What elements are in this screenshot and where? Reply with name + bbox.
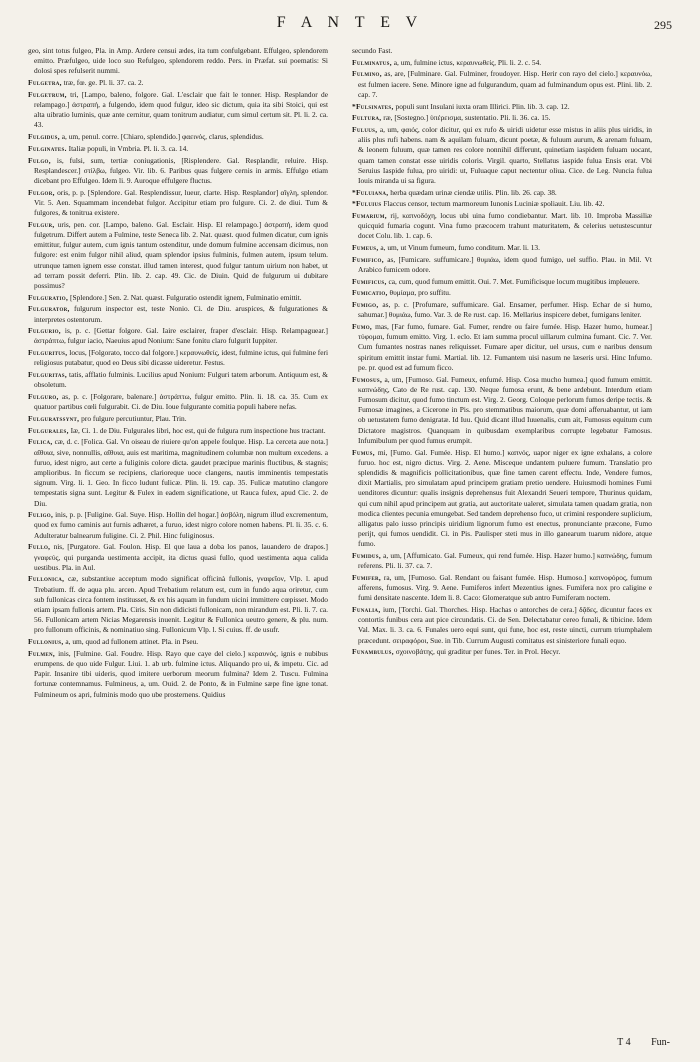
dictionary-entry (28, 293, 328, 303)
entry-headword: Fuluus, (352, 124, 378, 134)
entry-headword: Fullonica, (28, 574, 65, 584)
entry-headword: Fullonius, (28, 637, 64, 647)
entry-headword: Fumo, (352, 322, 373, 332)
entry-text: Italiæ populi, in Vmbria. Pl. li. 3. ca. 14. (68, 143, 189, 153)
entry-headword: Fulguratio, (28, 292, 69, 302)
entry-text: oris, p. p. [Splendore. Gal. Resplendissur, lueur, clarte. Hisp. Resplandor] αἴγλη, splendor. Vir. 5. Aen. Squammam incendebat fulgor. Accipitur etiam pro fulgure. Ci. 2. de diui. Tum & fulgores, & tonitrua existere. (34, 187, 328, 218)
entry-headword: Fulguritus, (28, 348, 68, 358)
dictionary-entry (352, 46, 652, 56)
entry-text: træ, fœ. ge. Pl. li. 37. ca. 2. (63, 78, 144, 88)
entry-headword: *Fuluiana, (352, 187, 389, 197)
dictionary-entry (28, 304, 328, 324)
entry-headword: Fulgor, (28, 187, 55, 197)
entry-headword: Fulgetra, (28, 78, 62, 88)
entry-text: ca, cum, quod fumum emittit. Oui. 7. Met. Fumificisque locum mugitibus impleuere. (388, 276, 640, 286)
entry-text: secundo Fast. (352, 46, 393, 55)
dictionary-entry (28, 46, 328, 77)
dictionary-entry (352, 199, 652, 209)
dictionary-entry (28, 220, 328, 291)
entry-headword: *Fulsinates, (352, 101, 394, 111)
dictionary-entry (352, 605, 652, 646)
dictionary-entry (28, 414, 328, 424)
dictionary-entry (352, 288, 652, 298)
entry-text: Iæ, Ci. 1. de Diu. Fulgurales libri, hoc est, qui de fulgura rum inspectione hus tractant. (70, 425, 326, 435)
entry-text: fulgurum inspector est, teste Nonio. Ci. de Diu. aruspices, & fulgurationes & interpretes ostentorum. (34, 304, 328, 324)
dictionary-entry (352, 375, 652, 446)
dictionary-entry (352, 243, 652, 253)
dictionary-entry (28, 90, 328, 131)
signature-mark: T 4 (617, 1037, 631, 1048)
entry-text: pro fulgure percutiuntur, Plau. Trin. (81, 413, 187, 423)
entry-headword: Fumarium, (352, 211, 387, 221)
entry-text: uris, pen. cor. [Lampo, baleno. Gal. Esclair. Hisp. El relampago.] ἀστραπή, idem quod fulgetrum. Differt autem a Fulmine, teste Seneca lib. 2. Nat. quæst. quod fulmen dicatur, cum ignis emittitur, fulgur autem, cum ignis tantum ostenditur, unde domum fulmine accensam dicimus, non fulgore: est enim fulgor nihil aliud, quam splendor ipsius fulminis, fulmen autem, ipsum telum. utrunque tamen ignem esse constat. illud tamen interest, quod fulgur tantum uirium non habet, ut ad terram possit deferri. Plin. lib. 2. cap. 49. Cic. de Diuin. Quid de fulgurum ui dubitare possimus? (34, 219, 328, 290)
dictionary-entry (28, 426, 328, 436)
dictionary-entry (352, 58, 652, 68)
page-header (0, 14, 700, 38)
entry-headword: Fumus, (352, 447, 375, 457)
entry-headword: Fulmen, (28, 648, 56, 658)
dictionary-entry (352, 188, 652, 198)
entry-text: inis, [Fulmine. Gal. Foudre. Hisp. Rayo que caye del cielo.] κεραυνός, ignis e nubibus erumpens. de quo uide Fulgur. Liui. 1. ab urb. fulmine ictus. Aliquando pro ui, & impetu. Cic. ad Papir. Insanire tibi uideris, quod imitere uerborum meorum fulmina? Idem 2. Tuscu. Fulmina fortunæ contemnamus. Fulmineus, a, um. Ouid. 2. de Ponto, & in Fulmine sæpe fine igne tonat. Fulmineum os apri, fulminis modo quo ube prosternens. Quidius (34, 648, 328, 699)
dictionary-entry (352, 448, 652, 550)
dictionary-entry (352, 322, 652, 373)
dictionary-entry (28, 78, 328, 88)
entry-text: nis, [Purgatore. Gal. Foulon. Hisp. El que laua a doba los panos, lauandero de drapos.] γναφεύς, qui purganda uestimenta accipit, ita dictus quasi fullo, quod uestimenta aqua calida uestibus. Pla. in Aul. (34, 542, 328, 572)
entry-headword: Fulgurales, (28, 425, 69, 435)
entry-text: inis, p. p. [Fuligine. Gal. Suye. Hisp. Hollin del hogar.] ἀσβόλη, nigrum illud excrementum, quod ex fumo caminis aut furnis adhæret, a furuo, idest nigro colore nomen habens. Pl. li. 35. c. 6. Adulteratur balnearum fuligine. Ci. 2. Phil. Hinc fuliginosus. (34, 510, 328, 540)
dictionary-entry (28, 370, 328, 390)
entry-text: is, p. c. [Gettar folgore. Gal. Iaire esclairer, fraper d'esclair. Hisp. Relampaguear.] ἀστράπτω, fulgur iacio, Naeuius apud Nonium: Sane fonitu claro fulgurit Iuppiter. (34, 326, 328, 346)
dictionary-entry (28, 392, 328, 412)
dictionary-entry (352, 647, 652, 657)
entry-text: σχοινοβάτης, qui graditur per funes. Ter. in Prol. Hecyr. (395, 647, 561, 657)
entry-headword: Fumificus, (352, 276, 387, 286)
dictionary-entry (28, 574, 328, 635)
dictionary-entry (28, 144, 328, 154)
entry-headword: Fulgurio, (28, 326, 61, 336)
entry-headword: Fulgo, (28, 155, 51, 165)
entry-headword: Fumicatio, (352, 288, 388, 298)
catchword: Fun- (651, 1037, 670, 1048)
entry-text: ræ, [Sostegno.] ὑπέρεισμα, sustentatio. Pli. li. 36. ca. 15. (383, 113, 551, 123)
entry-headword: Fulmino, (352, 69, 382, 79)
dictionary-entry (352, 551, 652, 571)
entry-text: cæ, d. c. [Folica. Gal. Vn oiseau de riuiere qu'on appele foulque. Hisp. La cerceta aue nota.] αἴθυια, sive, nonnullis, αἴθυια, auis est maritima, magnitudinem columbæ non multum excedens. a furuo, idest nigro, aut certe a fuliginis colore dicta. gaudet præcipue marinis fluctibus, & stagnis; amplioribus. In ficcum se recipiens, clarioreque uoce clangens, nautis imminentis tempestatis signum. Virg. li. 1. Geo. In ficco ludunt fulicæ. Plin. li. 19. cap. 35. Fulicæ matutino clangore tempestatis signa sunt. Legitur & Fulex in eadem significatione, ut Rauca fulex, apud Cic. 2. de Diu. (34, 437, 328, 508)
entry-text: a, um, [Fumoso. Gal. Fumeux, enfumé. Hisp. Cosa mucho humea.] quod fumum emittit. καπνώδης, Cato de Re rust. cap. 130. Neque fumosa erunt, & bene ardebunt. Interdum etiam Fumosum dicitur, quod fumo tinctum est. Virg. 2. Georg. Coloque perlorum fumos deripe tectis. & Fumosæ imagines, a Cicerone in Pis. pro stemmatibus maiorum, quæ domi afferuabantur, ut iam ob uetustatem fumo denigratæ. Id Iuu. Quid dicant illud Iuuenalis, cum ait, Fumosus equitum cum Dictatore magistros. Quanquam in quibusdam exemplaribus corrupte legebatur Famosus. Infumibulum per quod fumus erumpit. (358, 374, 652, 445)
dictionary-entry (352, 300, 652, 320)
entry-headword: Fulminatus, (352, 57, 392, 67)
entry-headword: Fumigo, (352, 300, 379, 310)
entry-text: is, fulsi, sum, tertiæ coniugationis, [Risplendere. Gal. Resplandir, reluire. Hisp. Resplandescer.] στίλβω, fulgeo. Vir. lib. 6. Paribus quas fulgere cernis in armis. Effulgo etiam dicebant pro Effulgeo. Idem li. 9. Auroque effulgere fluctus. (34, 155, 328, 185)
right-column (352, 46, 652, 659)
dictionary-entry (28, 132, 328, 142)
entry-text: a, um, [Affumicato. Gal. Fumeux, qui rend fumée. Hisp. Hazer humo.] καπνώδης, fumum referens. Pli. li. 37. ca. 7. (358, 551, 652, 571)
entry-text: a, um, fulmine ictus, κεραυνωθείς, Pli. li. 2. c. 54. (393, 57, 542, 67)
entry-headword: Fultura, (352, 113, 382, 123)
dictionary-entry (28, 649, 328, 700)
entry-headword: Fulguritas, (28, 370, 68, 380)
entry-text: a, um, quod ad fullonem attinet. Pla. in Pseu. (65, 637, 199, 647)
dictionary-entry (28, 637, 328, 647)
dictionary-entry (28, 348, 328, 368)
entry-headword: Fulguro, (28, 392, 59, 401)
entry-headword: Fullo, (28, 542, 51, 552)
entry-text: a, um, ut Vinum fumeum, fumo conditum. Mar. li. 13. (380, 243, 540, 253)
signature-line (599, 1037, 670, 1048)
left-column (28, 46, 328, 701)
entry-headword: Fulgidus, (28, 132, 60, 142)
entry-headword: *Fuluius (352, 199, 382, 209)
entry-text: mas, [Far fumo, fumare. Gal. Fumer, rendre ou faire fumée. Hisp. Hazer humo, humear.] τύφομαι, fumum emitto. Virg. 1. eclo. Et iam summa procul uillarum culmina fumant. Cic. 7. Ver. Cum fumantes nostras nanes reliquisset. Fumare aper dicitur, uel ursus, cum e naribus densum spiritum emittit instar fumi. Martial. lib. 12. Fumantem uisi nasum ne læseris ursi. Hinc Infumo. pe. pr. quod est ad fumum ficco. (358, 322, 652, 372)
entry-headword: Fumidus, (352, 551, 382, 561)
entry-text: locus, [Folgorato, tocco dal folgore.] κεραυνωθείς, idest, fulmine ictus, qui fulmine feri religiosus putabatur, quod eo Deus sibi dicasse uideretur. Festus. (34, 348, 328, 368)
entry-text: as, [Fumicare. suffumicare.] θυμιάω, idem quod fumigo, uel suffio. Plau. in Mil. Vt Arabico fumicem odore. (358, 254, 652, 275)
entry-headword: Fumifico, (352, 254, 384, 264)
entry-headword: Fulgur, (28, 219, 55, 229)
page-number: 295 (654, 18, 672, 32)
entry-headword: Fuligo, (28, 510, 54, 520)
entry-text: herba quædam urinæ ciendæ utilis. Plin. lib. 26. cap. 38. (390, 187, 557, 197)
dictionary-entry (352, 102, 652, 112)
dictionary-entry (352, 211, 652, 242)
dictionary-entry (352, 125, 652, 186)
entry-text: [Splendore.] Sen. 2. Nat. quæst. Fulguratio ostendit ignem, Fulminatio emittit. (70, 292, 302, 302)
entry-text: mi, [Fumo. Gal. Fumée. Hisp. El humo.] καπνός, uapor niger ex igne exhalans, a colore furuo. hoc est, nigro dictus. Virg. 2. Aene. Misceque undantem puluere fumum. Translatio pro splendidis & magnificis pollicitationibus, quæ fine tamen carent effectu. Inde, Vendere fumos, dixit Martialis, pro simulatam apud principem gratiam pretio uendere. Huiusmodi homines Fumi uenditores dicuntur: qualis insignis deprehensus fuit Alexandri Seueri tempore, Thurinus quidam, qui cum nihil apud principem aut gratia, aut auctoritate ualeret, simulata tamen quadam gratia, non modica clientes pecunia emungebat. Sed tandem deprehenso fuco, ut crimini respondere suplicium, alligatus palo iusso principis uiridium lignorum fumo est enectus, pronunciante præcone, Fumo perijt, qui fumos uendidit. Ci. in Pis. Paulisper steti mus in illo ganearum tuarum nidore, atque fumo. (358, 447, 652, 549)
entry-headword: Funalia, (352, 605, 381, 615)
entry-headword: Fumeus, (352, 243, 379, 253)
entry-headword: Fulica, (28, 437, 53, 447)
dictionary-entry (352, 255, 652, 275)
entry-text: as, p. c. [Profumare, suffumicare. Gal. Ensamer, perfumer. Hisp. Echar de si humo, sahumar.] θυμιάω, fumo. Var. 3. de Re rust. cap. 16. Mellarius inspicere debet, fumigans leniter. (358, 300, 652, 320)
entry-text: tatis, afflatio fulminis. Lucilius apud Nonium: Fulguri tatem arborum. Antiquum est, & obsoletum. (34, 370, 328, 390)
entry-text: tri, [Lampo, baleno, folgore. Gal. L'esclair que fait le tonner. Hisp. Resplandor de relampago.] ἀστραπή, a fulgendo, idem quod fulgur, ideo sic dictum, quia ita sibi Stoici, qui est alta uibratio luminis, quæ ante cernitur, quam tonitrum audiatur, cum simul certum sit. Pl. li. 2. ca. 43. (34, 89, 328, 130)
dictionary-entry (28, 156, 328, 187)
entry-text: ra, um, [Fumoso. Gal. Rendant ou faisant fumée. Hisp. Humoso.] καπνοφόρος, fumum afferens, fumosus. Virg. 9. Aene. Fumiferos infert Mezentius ignes. Fumifera nox pro caligine e fumi densitate nascente. Idem li. 8. Caco: Glomeratque sub antro Fumiferam noctem. (358, 572, 652, 603)
entry-text: a, um, penul. corre. [Chiaro, splendido.] φαεινός, clarus, splendidus. (61, 132, 264, 142)
dictionary-entry (28, 437, 328, 508)
running-head: F A N T E V (276, 14, 424, 31)
dictionary-entry (352, 573, 652, 604)
entry-headword: Funambulus, (352, 647, 394, 657)
dictionary-entry (28, 542, 328, 573)
entry-text: cæ, substantiue acceptum modo significat officinà fullonis, γναφεῖον, Vlp. l. apud Trebatium. ff. de aqua plu. arcen. Apud Trebatium relatum est, cum in fundo aqua oriretur, cum sub fullonicas circa fontem institusset, & ex his aquam in fundum uicini immittere cœpisset. Modo etiam ipsam fullonis artem. Pla. Ciris. Sin non didicisti fullonicam, non mirandum est. Pli. li. 7. ca. 56. Fullonicam artem Nicias Megarensis inuenit. Legitur & Fullonica ueutro genere, & plu. num. pro fullonum officinis, & nominatiuo sing. Fullonicum Vlp. l. Si cuius. ff. de usufr. (34, 574, 328, 635)
dictionary-entry (352, 113, 652, 123)
entry-headword: Fulgurator, (28, 304, 70, 314)
entry-text: ium, [Torchi. Gal. Thorches. Hisp. Hachas o antorches de cera.] δᾷδες, dicuntur faces ex contortis funibus cera aut pice circundatis. Ci. de Sen. Delectabatur cereo funali, & tibicine. Idem Val. Max. li. 3. ca. 6. Funales uero equi sunt, qui fune, hoc est, reste uincti, currum triumphalem præcedunt. σειραφόροι, Sue. in Tib. Currum Augusti comitatus est sinisteriore funali equo. (358, 605, 652, 645)
dictionary-entry (352, 69, 652, 100)
entry-headword: Fumifer, (352, 572, 382, 582)
dictionary-entry (28, 188, 328, 219)
entry-headword: Fulguratssynt, (28, 413, 80, 423)
entry-text: θυμίαμα, pro suffitu. (389, 288, 451, 298)
dictionary-entry (352, 277, 652, 287)
entry-headword: Fulgetrum, (28, 89, 67, 99)
entry-text: rij, καπνοδόχη, locus ubi uina fumo condiebantur. Mart. lib. 10. Improba Massiliæ quicquid fumaria cogunt. Vina fumo præcocem trahunt maturitatem, & celerius uetustescuntur docet Colu. lib. 1. cap. 6. (358, 211, 652, 241)
entry-text: as, are, [Fulminare. Gal. Fulminer, froudoyer. Hisp. Herir con rayo del cielo.] κεραυνόω, est fulmen iacere. Sene. Minore igne ad fulgurandum, quam ad fulminandum opus est. Plini. lib. 2. cap. 7. (358, 69, 652, 99)
entry-text: populi sunt Insulani iuxta oram Illirici. Plin. lib. 3. cap. 12. (395, 101, 570, 111)
entry-text: as, p. c. [Folgorare, balenare.] ἀστράπτω, fulgur emitto. Plin. li. 18. ca. 35. Cum ex quatuor partibus cœli fulgurabit. Ci. de Diu. Ioue fulgurante comitia populi habere nefas. (34, 392, 328, 412)
entry-headword: Fumosus, (352, 374, 383, 384)
dictionary-entry (28, 326, 328, 346)
entry-text: geo, sint totus fulgeo, Pla. in Amp. Ardere censui ædes, ita tum confulgebant. Effulgeo, splendorem emitto. Præfulgeo, uide loco suo Refulgeo, splendorem reddo. Pers. in Præfat. sui poematis: Si dolosi spes refulserit nummi. (28, 46, 328, 76)
entry-text: Flaccus censor, tectum marmoreum Iunonis Luciniæ spoliauit. Liu. lib. 42. (383, 199, 605, 209)
entry-text: a, um, φαιός, color dicitur, qui ex rufo & uiridi uidetur esse mistus in aliis plus uiridis, in aliis plus rufi habens. nam & aquilam fuluam, dicunt poetæ, & fuluum aurum, & arenam fuluam, & leonem fuluum, quæ tamen res colore nonnihil differunt, quinetiam iaspidem fuluam uocant, quam tamen constat esse uiridis coloris. Virgil. quarto, Stellatus iaspide fulua Ensis erat. Vbi Seruius Iaspide fulua, pro uiridi: ut, Fuluaque caput nectentur oliua. Cice. de Leg. Nuncia fulua Iouis miranda ui sa figura. (358, 124, 652, 185)
dictionary-entry (28, 510, 328, 541)
entry-headword: Fulginates. (28, 143, 67, 153)
